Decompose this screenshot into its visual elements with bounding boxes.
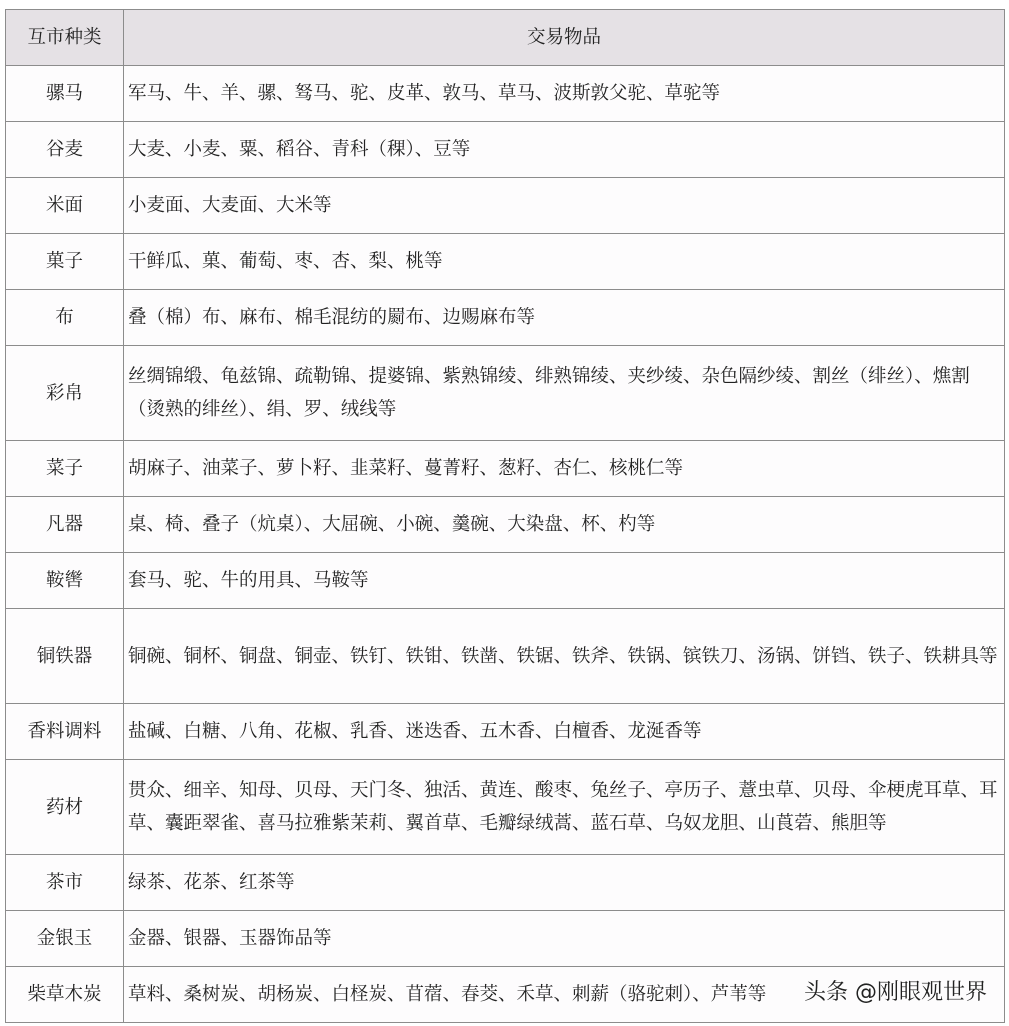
category-cell: 布 <box>6 290 124 346</box>
category-cell: 菓子 <box>6 234 124 290</box>
table-row <box>6 609 1005 704</box>
items-cell: 叠（棉）布、麻布、棉毛混纺的罽布、边赐麻布等 <box>124 290 1005 346</box>
table-row <box>6 911 1005 967</box>
items-cell: 干鲜瓜、菓、葡萄、枣、杏、梨、桃等 <box>124 234 1005 290</box>
table-row <box>6 760 1005 855</box>
category-cell: 彩帛 <box>6 346 124 441</box>
table-row <box>6 234 1005 290</box>
items-cell: 桌、椅、叠子（炕桌）、大屈碗、小碗、羹碗、大染盘、杯、杓等 <box>124 497 1005 553</box>
category-cell: 米面 <box>6 178 124 234</box>
category-cell: 凡器 <box>6 497 124 553</box>
items-cell: 胡麻子、油菜子、萝卜籽、韭菜籽、蔓菁籽、葱籽、杏仁、核桃仁等 <box>124 441 1005 497</box>
category-cell: 鞍辔 <box>6 553 124 609</box>
category-cell: 菜子 <box>6 441 124 497</box>
items-cell: 小麦面、大麦面、大米等 <box>124 178 1005 234</box>
table-header-row <box>6 10 1005 66</box>
items-cell: 丝绸锦缎、龟兹锦、疏勒锦、提婆锦、紫熟锦绫、绯熟锦绫、夹纱绫、杂色隔纱绫、割丝（绯丝）、燋割（烫熟的绯丝）、绢、罗、绒线等 <box>124 346 1005 441</box>
watermark-text: 头条 @刚眼观世界 <box>804 980 987 1005</box>
category-cell: 金银玉 <box>6 911 124 967</box>
items-cell: 贯众、细辛、知母、贝母、天门冬、独活、黄连、酸枣、兔丝子、亭历子、薏虫草、贝母、伞梗虎耳草、耳草、囊距翠雀、喜马拉雅紫茉莉、翼首草、毛瓣绿绒蒿、蓝石草、乌奴龙胆、山莨菪、熊胆等 <box>124 760 1005 855</box>
table-row <box>6 704 1005 760</box>
items-cell: 绿茶、花茶、红茶等 <box>124 855 1005 911</box>
category-cell: 骡马 <box>6 66 124 122</box>
column-header-items: 交易物品 <box>124 10 1005 66</box>
items-cell: 盐碱、白糖、八角、花椒、乳香、迷迭香、五木香、白檀香、龙涎香等 <box>124 704 1005 760</box>
table-row <box>6 497 1005 553</box>
items-cell: 大麦、小麦、粟、稻谷、青科（稞）、豆等 <box>124 122 1005 178</box>
column-header-category: 互市种类 <box>6 10 124 66</box>
items-cell: 金器、银器、玉器饰品等 <box>124 911 1005 967</box>
table-row <box>6 441 1005 497</box>
items-cell: 草料、桑树炭、胡杨炭、白柽炭、苜蓿、春茭、禾草、刺薪（骆驼刺）、芦苇等 <box>124 967 1005 1023</box>
category-cell: 香料调料 <box>6 704 124 760</box>
category-cell: 铜铁器 <box>6 609 124 704</box>
trade-goods-table <box>5 9 1005 1023</box>
category-cell: 茶市 <box>6 855 124 911</box>
table-row <box>6 290 1005 346</box>
items-cell: 铜碗、铜杯、铜盘、铜壶、铁钉、铁钳、铁凿、铁锯、铁斧、铁锅、镔铁刀、汤锅、饼铛、铁子、铁耕具等 <box>124 609 1005 704</box>
table-row <box>6 346 1005 441</box>
table-row <box>6 122 1005 178</box>
table-row <box>6 855 1005 911</box>
table-row <box>6 178 1005 234</box>
category-cell: 药材 <box>6 760 124 855</box>
items-cell: 套马、驼、牛的用具、马鞍等 <box>124 553 1005 609</box>
category-cell: 谷麦 <box>6 122 124 178</box>
items-cell: 军马、牛、羊、骡、驽马、驼、皮革、敦马、草马、波斯敦父驼、草驼等 <box>124 66 1005 122</box>
category-cell: 柴草木炭 <box>6 967 124 1023</box>
table-row <box>6 553 1005 609</box>
table-row <box>6 66 1005 122</box>
